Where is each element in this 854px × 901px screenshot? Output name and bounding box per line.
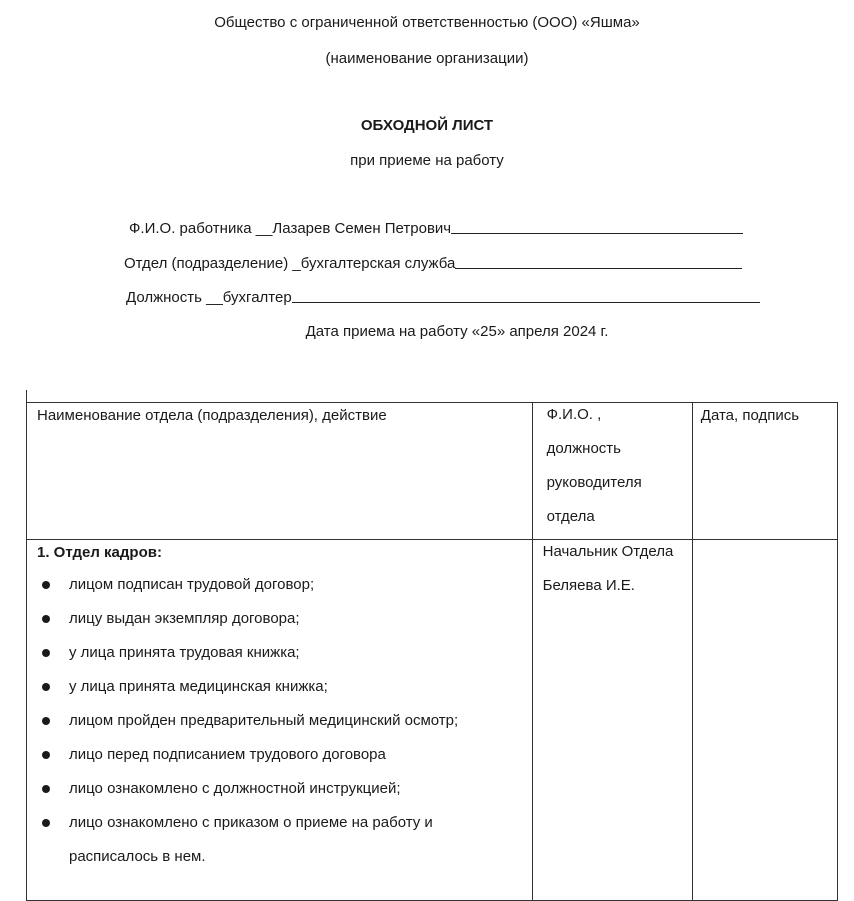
responsible-line: Начальник Отдела: [542, 543, 674, 560]
bullet-icon: [42, 615, 50, 623]
header-cell-date-signature: [692, 403, 837, 540]
bullet-icon: [42, 649, 50, 657]
bullet-icon: [42, 581, 50, 589]
list-item-text: лицом пройден предварительный медицинский осмотр;: [69, 712, 459, 729]
bullet-icon: [42, 819, 50, 827]
table-row: [27, 540, 838, 901]
bullet-icon: [42, 751, 50, 759]
list-item-text: лицо ознакомлено с приказом о приеме на работу и: [69, 814, 433, 831]
list-item: [27, 738, 532, 772]
header-responsible-line: руководителя: [546, 474, 642, 491]
bullet-icon: [42, 785, 50, 793]
responsible-person: [533, 531, 692, 603]
date-signature-cell: [692, 540, 837, 901]
organization-caption: (наименование организации): [325, 50, 529, 67]
list-item: [27, 772, 532, 806]
list-item-text: расписалось в нем.: [69, 848, 206, 865]
header-responsible-line: Ф.И.О. ,: [546, 406, 602, 423]
list-item: [27, 636, 532, 670]
header-cell-responsible: [532, 403, 692, 540]
employee-field: [129, 220, 743, 237]
header-responsible-line: отдела: [546, 508, 595, 525]
bullet-icon: [42, 683, 50, 691]
header-department-label: Наименование отдела (подразделения), действие: [37, 407, 387, 424]
list-item: [27, 670, 532, 704]
employee-field-underline: [451, 232, 743, 234]
bullet-icon: [42, 717, 50, 725]
list-item-text: у лица принята медицинская книжка;: [69, 678, 328, 695]
department-field-text: Отдел (подразделение) _бухгалтерская служба: [124, 255, 456, 272]
header-responsible-line: должность: [546, 440, 621, 457]
list-item-text: у лица принята трудовая книжка;: [69, 644, 300, 661]
action-list: [27, 568, 532, 874]
position-field-underline: [292, 301, 760, 303]
clearance-table: [26, 402, 838, 901]
list-item-text: лицо ознакомлено с должностной инструкцией;: [69, 780, 401, 797]
responsible-line: Беляева И.Е.: [542, 577, 635, 594]
list-item: [27, 704, 532, 738]
header-cell-department: [27, 403, 533, 540]
list-item: [27, 568, 532, 602]
list-item: [27, 806, 532, 840]
document-subtitle: при приеме на работу: [350, 152, 504, 169]
table-header-row: [27, 403, 838, 540]
list-item: [27, 602, 532, 636]
section-actions-cell: [27, 540, 533, 901]
list-item-continuation: [27, 840, 532, 874]
section-title: 1. Отдел кадров:: [37, 544, 162, 561]
list-item-text: лицу выдан экземпляр договора;: [69, 610, 300, 627]
organization-name: Общество с ограниченной ответственностью (ООО) «Яшма»: [214, 14, 640, 31]
list-item-text: лицом подписан трудовой договор;: [69, 576, 315, 593]
responsible-cell: [532, 540, 692, 901]
department-field-underline: [455, 267, 742, 269]
position-field-text: Должность __бухгалтер: [126, 289, 292, 306]
document-title: ОБХОДНОЙ ЛИСТ: [360, 117, 494, 134]
hire-date: Дата приема на работу «25» апреля 2024 г.: [305, 323, 609, 340]
department-field: [124, 255, 742, 272]
header-responsible-label: [533, 394, 692, 534]
position-field: [126, 289, 760, 306]
list-item-text: лицо перед подписанием трудового договора: [69, 746, 386, 763]
employee-field-text: Ф.И.О. работника __Лазарев Семен Петрович: [129, 220, 452, 237]
header-date-signature-label: Дата, подпись: [700, 407, 800, 424]
